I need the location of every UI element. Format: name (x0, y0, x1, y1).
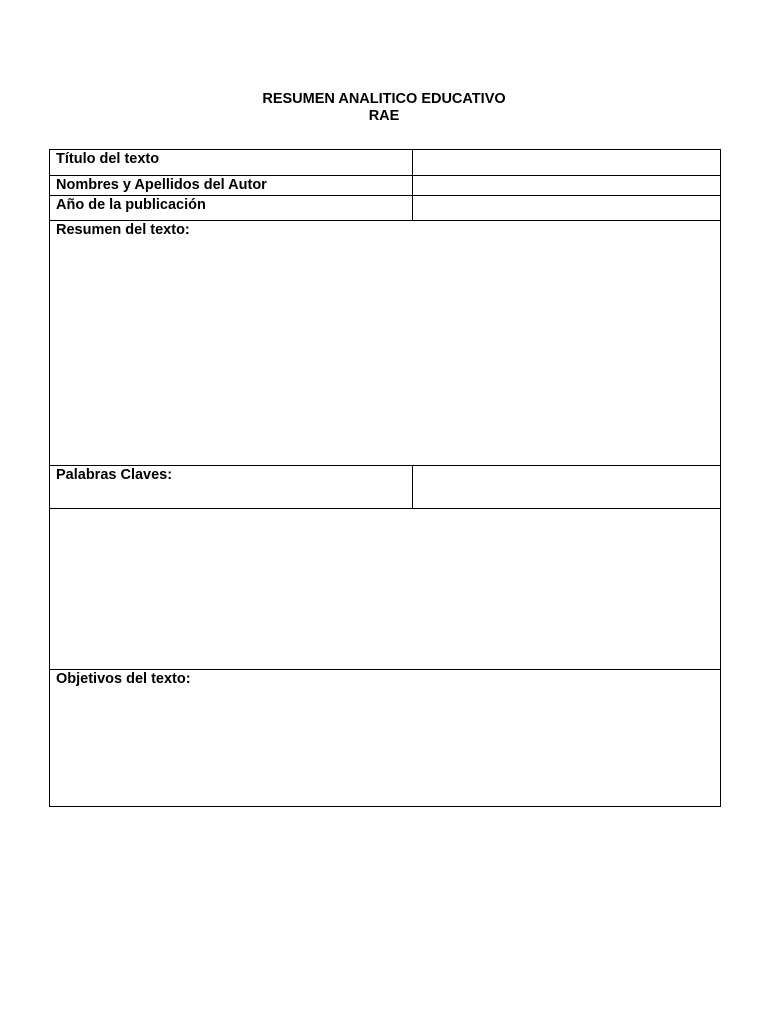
resumen-cell[interactable] (49, 220, 721, 466)
document-header (0, 91, 768, 125)
autor-label-cell (49, 175, 413, 196)
objetivos-cell[interactable] (49, 669, 721, 807)
rae-form-table (49, 149, 721, 807)
anio-label-cell (49, 195, 413, 221)
blank-section-cell[interactable] (49, 508, 721, 670)
titulo-label-cell (49, 149, 413, 176)
anio-label: Año de la publicación (56, 197, 206, 213)
document-subtitle: RAE (368, 108, 400, 124)
autor-label: Nombres y Apellidos del Autor (56, 177, 267, 193)
palabras-value-cell[interactable] (412, 465, 721, 509)
titulo-label: Título del texto (56, 151, 160, 167)
palabras-label-cell (49, 465, 413, 509)
palabras-label: Palabras Claves: (56, 467, 173, 483)
resumen-label: Resumen del texto: (56, 222, 190, 238)
titulo-value-cell[interactable] (412, 149, 721, 176)
anio-value-cell[interactable] (412, 195, 721, 221)
autor-value-cell[interactable] (412, 175, 721, 196)
document-title: RESUMEN ANALITICO EDUCATIVO (262, 91, 506, 107)
objetivos-label: Objetivos del texto: (56, 671, 191, 687)
